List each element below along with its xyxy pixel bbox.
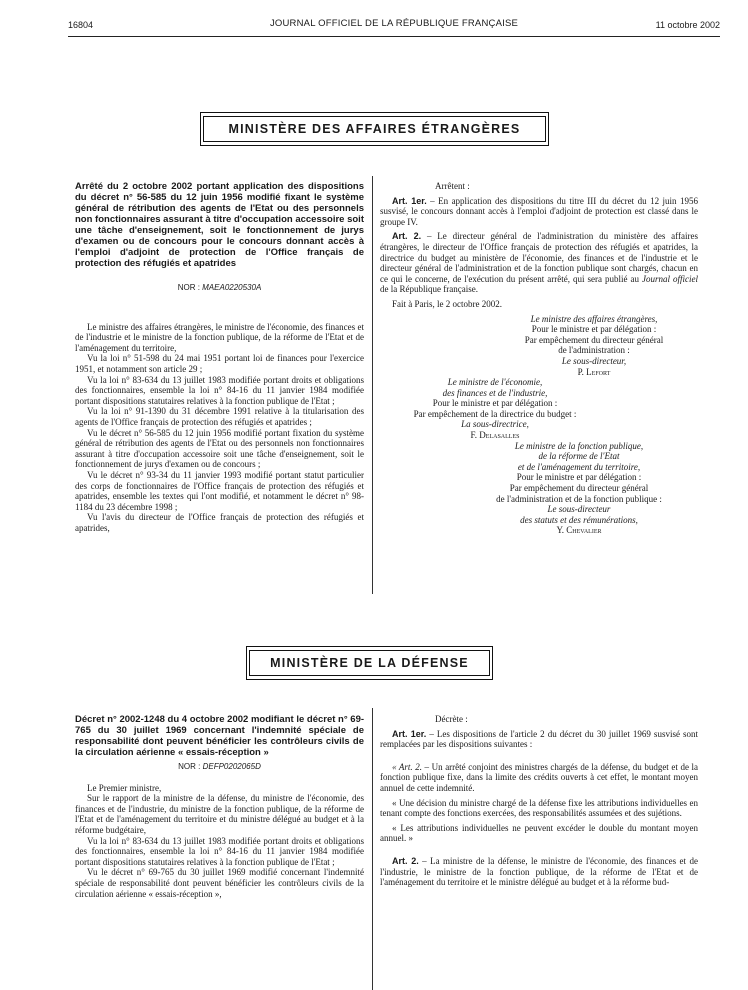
quoted-article-2: « Art. 2. – Un arrêté conjoint des ministres chargés de la défense, du budget et de la fonction publique fixe, dans la limite des crédits ouverts à cet effet, le montant moyen annuel de cette indemnité.	[380, 761, 698, 793]
signing-date: Fait à Paris, le 2 octobre 2002.	[392, 298, 502, 309]
preamble-paragraph: Le ministre des affaires étrangères, le ministre de l'économie, des finances et de l'industrie et le ministre de la fonction publique, de la réforme de l'Etat et de l'aménagement du territoire,	[75, 321, 364, 353]
column-divider	[372, 708, 373, 990]
quoted-paragraph: « Une décision du ministre chargé de la défense fixe les attributions individuelles en tenant compte des fonctions exercées, des responsabilités assumées et des sujétions.	[380, 797, 698, 819]
preamble-paragraph: Le Premier ministre,	[87, 782, 162, 793]
decree-right-affaires	[380, 181, 698, 536]
decree-title: Décret n° 2002-1248 du 4 octobre 2002 modifiant le décret n° 69-765 du 30 juillet 1969 concernant l'indemnité spéciale de responsabilité dont peuvent bénéficier les contrôleurs civils de la circulation aérienne « essais-réception »	[75, 714, 365, 758]
decree-left-defense	[75, 714, 364, 899]
page-header	[68, 18, 720, 34]
signatory-name: F. Delasalles	[470, 430, 520, 441]
ministry-box-affaires	[200, 112, 549, 146]
preamble-paragraph: Vu l'avis du directeur de l'Office français de protection des réfugiés et apatrides,	[75, 512, 364, 533]
nor-reference: NOR : MAEA0220530A	[177, 283, 262, 292]
signature-block: Le ministre de l'économie, des finances et de l'industrie, Pour le ministre et par délégation : Par empêchement de la directrice du budget : La sous-directrice, F. Delasalles	[380, 377, 610, 441]
column-divider	[372, 176, 373, 594]
issue-date: 11 octobre 2002	[655, 20, 720, 30]
preamble-paragraph: Vu le décret n° 56-585 du 12 juin 1956 modifié portant fixation du système général de rétribution des agents de l'Etat ou des personnels non fonctionnaires assurant à titre d'occupation accessoire soit une tâche d'enseignement, soit le fonctionnement de jurys d'examen ou de concours ;	[75, 427, 364, 470]
decrete-label: Décrète :	[435, 714, 468, 724]
arretent-label: Arrêtent :	[435, 181, 470, 191]
preamble-paragraph: Vu le décret n° 93-34 du 11 janvier 1993 modifié portant statut particulier des corps de fonctionnaires de l'Office français de protection des réfugiés et apatrides, ensemble les textes qui l'ont modifié, et notamment le décret n° 98-1184 du 23 décembre 1998 ;	[75, 469, 364, 512]
article-1: Art. 1er. – Les dispositions de l'article 2 du décret du 30 juillet 1969 susvisé sont remplacées par les dispositions suivantes :	[380, 728, 698, 750]
nor-reference: NOR : DEFP0202065D	[178, 762, 261, 771]
signatory-name: Y. Chevalier	[556, 525, 602, 536]
preamble-paragraph: Sur le rapport de la ministre de la défense, du ministre de l'économie, des finances et de l'industrie, du ministre de la fonction publique, de la réforme de l'Etat et de l'aménagement du territoire et du ministre délégué au budget et à la réforme budgétaire,	[75, 793, 364, 835]
preamble-paragraph: Vu la loi n° 51-598 du 24 mai 1951 portant loi de finances pour l'exercice 1951, et notamment son article 29 ;	[75, 353, 364, 374]
signature-block: Le ministre des affaires étrangères, Pour le ministre et par délégation : Par empêchement du directeur général de l'administration : Le sous-directeur, P. Lefort	[380, 314, 698, 378]
header-divider	[68, 36, 720, 37]
article-2: Art. 2. – La ministre de la défense, le ministre de l'économie, des finances et de l'industrie, le ministre de la fonction publique, de la réforme de l'Etat et de l'aménagement du territoire et le ministre délégué au budget et à la réforme bud-	[380, 855, 698, 888]
decree-right-defense	[380, 714, 698, 888]
ministry-title: MINISTÈRE DE LA DÉFENSE	[249, 650, 490, 676]
preamble-paragraph: Vu le décret n° 69-765 du 30 juillet 1969 modifié concernant l'indemnité spéciale de responsabilité dont peuvent bénéficier les contrôleurs civils de la circulation aérienne « essais-réception »,	[75, 867, 364, 899]
signature-block: Le ministre de la fonction publique, de la réforme de l'Etat et de l'aménagement du territoire, Pour le ministre et par délégation : Par empêchement du directeur général de l'administration et de la fonction publique : Le sous-directeur des statuts et des rémunérations, Y. Chevalier	[380, 441, 698, 536]
ministry-box-defense	[246, 646, 493, 680]
ministry-title: MINISTÈRE DES AFFAIRES ÉTRANGÈRES	[203, 116, 546, 142]
preamble-paragraph: Vu la loi n° 91-1390 du 31 décembre 1991 relative à la titularisation des agents de l'Office français de protection des réfugiés et apatrides ;	[75, 406, 364, 427]
preamble-paragraph: Vu la loi n° 83-634 du 13 juillet 1983 modifiée portant droits et obligations des fonctionnaires, ensemble la loi n° 84-16 du 11 janvier 1984 modifiée portant dispositions statutaires relatives à la fonction publique de l'Etat ;	[75, 374, 364, 406]
quoted-paragraph: « Les attributions individuelles ne peuvent excéder le double du montant moyen annuel. »	[380, 822, 698, 844]
signatory-name: P. Lefort	[577, 366, 611, 377]
page-number: 16804	[68, 20, 94, 30]
journal-title: JOURNAL OFFICIEL DE LA RÉPUBLIQUE FRANÇAISE	[269, 18, 519, 29]
article-1: Art. 1er. – En application des dispositions du titre III du décret du 12 juin 1956 susvisé, le concours donnant accès à l'emploi d'adjoint de protection est classé dans le groupe IV.	[380, 195, 698, 227]
preamble-paragraph: Vu la loi n° 83-634 du 13 juillet 1983 modifiée portant droits et obligations des fonctionnaires, ensemble la loi n° 84-16 du 11 janvier 1984 modifiée portant dispositions statutaires relatives à la fonction publique de l'Etat ;	[75, 835, 364, 867]
decree-left-affaires	[75, 181, 364, 533]
article-2: Art. 2. – Le directeur général de l'administration du ministère des affaires étrangères, le directeur de l'Office français de protection des réfugiés et apatrides, la directrice du budget au ministère de l'économie, des finances et de l'industrie et le directeur général de l'administration et de la fonction publique sont chargés, chacun en ce qui le concerne, de l'exécution du présent arrêté, qui sera publié au Journal officiel de la République française.	[380, 231, 698, 295]
decree-title: Arrêté du 2 octobre 2002 portant application des dispositions du décret n° 56-585 du 12 juin 1956 modifié fixant le système général de rétribution des agents de l'Etat ou des personnels non fonctionnaires assurant à titre d'occupation accessoire soit une tâche d'enseignement, soit le fonctionnement de jurys d'examen ou de concours pour le concours donnant accès à l'emploi d'adjoint de protection de l'Office français de protection des réfugiés et apatrides	[75, 181, 364, 269]
